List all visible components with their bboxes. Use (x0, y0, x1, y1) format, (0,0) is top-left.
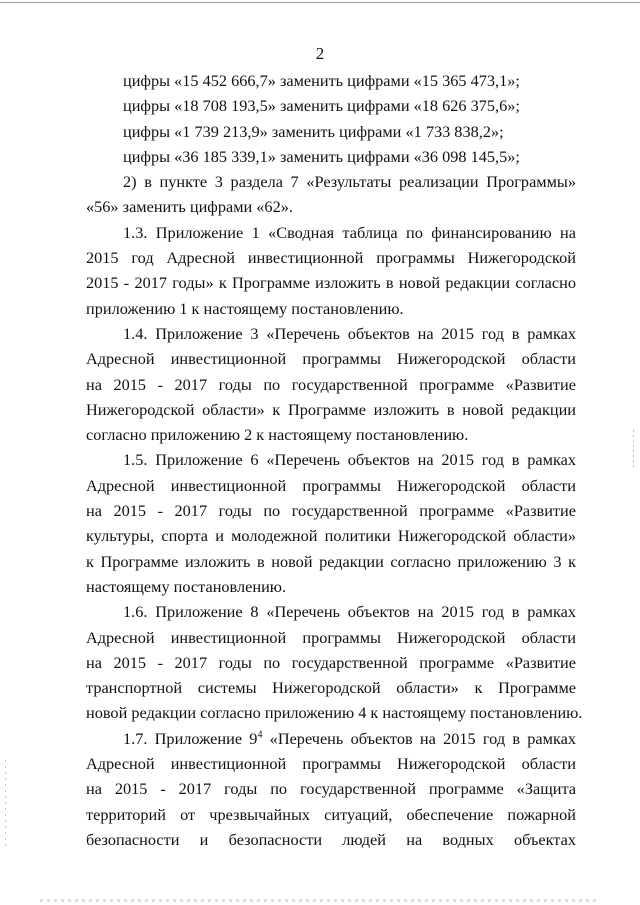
text-line: 1.4. Приложение 3 «Перечень объектов на 2015 год в рамках (123, 323, 576, 343)
scan-artifact-bottom (40, 899, 600, 902)
text-line: согласно приложению 2 к настоящему постановлению. (86, 425, 469, 445)
text-line: цифры «1 739 213,9» заменить цифрами «1 733 838,2»; (123, 121, 504, 141)
text-line: на 2015 - 2017 годы по государственной программе «Развитие (86, 374, 576, 394)
text-line: к Программе изложить в новой редакции согласно приложению 3 к (86, 551, 576, 571)
text-line: цифры «18 708 193,5» заменить цифрами «18 626 375,6»; (123, 96, 520, 116)
superscript: 4 (257, 729, 263, 741)
text-line: на 2015 - 2017 годы по государственной программе «Развитие (86, 652, 576, 672)
text-line: 1.5. Приложение 6 «Перечень объектов на 2015 год в рамках (123, 450, 576, 470)
text-line: на 2015 - 2017 годы по государственной программе «Развитие (86, 501, 576, 521)
page-number: 2 (315, 44, 325, 63)
text-line: Адресной инвестиционной программы Нижегородской области (86, 349, 576, 369)
scan-top-edge (0, 2, 640, 3)
text-line: Адресной инвестиционной программы Нижегородской области (86, 627, 576, 647)
scan-artifact-right (633, 430, 634, 470)
text-line: Адресной инвестиционной программы Нижегородской области (86, 475, 576, 495)
text-line: культуры, спорта и молодежной политики Нижегородской области» (86, 526, 576, 546)
text-line: приложению 1 к настоящему постановлению. (86, 298, 404, 318)
text-line (86, 726, 576, 751)
text-line: 1.6. Приложение 8 «Перечень объектов на 2015 год в рамках (123, 602, 576, 622)
text-line: «56» заменить цифрами «62». (86, 197, 293, 217)
scan-artifact-left (5, 760, 6, 850)
text-line: цифры «36 185 339,1» заменить цифрами «36 098 145,5»; (123, 146, 520, 166)
text-line: 1.3. Приложение 1 «Сводная таблица по финансированию на (123, 222, 576, 242)
document-body (86, 68, 583, 852)
text-line: Нижегородской области» к Программе изложить в новой редакции (86, 399, 576, 419)
text-line: территорий от чрезвычайных ситуаций, обеспечение пожарной (86, 804, 576, 824)
text-line: новой редакции согласно приложению 4 к настоящему постановлению. (86, 703, 583, 723)
text-line: 2) в пункте 3 раздела 7 «Результаты реализации Программы» (123, 172, 576, 192)
text-line: 2015 год Адресной инвестиционной программы Нижегородской (86, 248, 576, 268)
text-line: транспортной системы Нижегородской области» к Программе (86, 678, 576, 698)
text-line-part: 1.7. Приложение 9 (123, 728, 258, 748)
text-line: настоящему постановлению. (86, 576, 287, 596)
text-line: 2015 - 2017 годы» к Программе изложить в новой редакции согласно (86, 273, 576, 293)
text-line: Адресной инвестиционной программы Нижегородской области (86, 754, 576, 774)
text-line: на 2015 - 2017 годы по государственной программе «Защита (86, 779, 576, 799)
text-line: цифры «15 452 666,7» заменить цифрами «15 365 473,1»; (123, 71, 520, 90)
text-line: безопасности и безопасности людей на водных объектах (86, 829, 576, 849)
text-line-part: «Перечень объектов на 2015 год в рамках (262, 728, 576, 748)
